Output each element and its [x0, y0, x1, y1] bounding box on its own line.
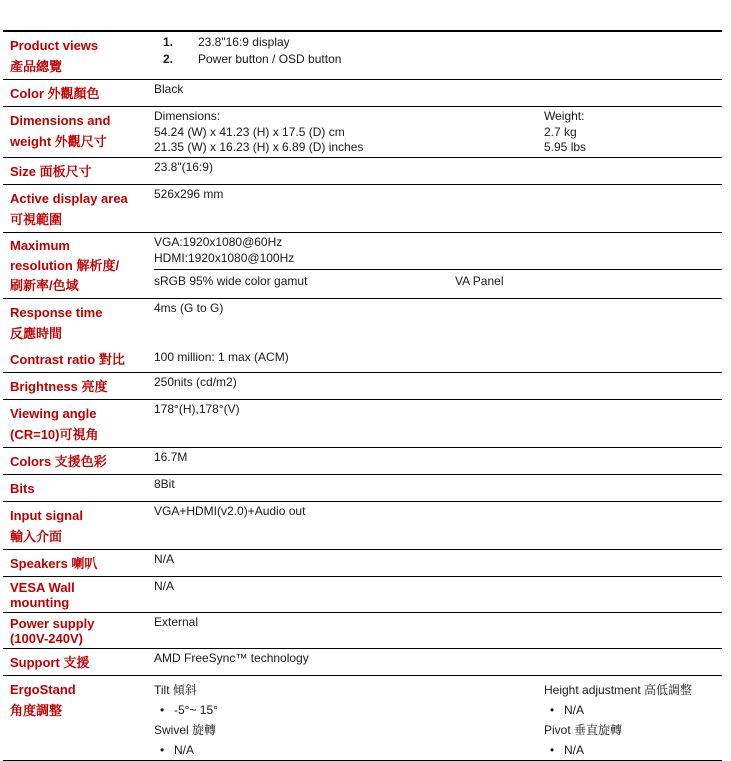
spec-table	[3, 30, 722, 761]
weight-heading: Weight:	[544, 109, 585, 123]
spec-row-speakers	[3, 550, 722, 577]
item-text: Power button / OSD button	[198, 52, 342, 66]
spec-row-ergostand	[3, 676, 722, 761]
pivot-value: • N/A	[544, 740, 722, 760]
label-line-en: Brightness 亮度	[10, 379, 108, 394]
spec-row-support	[3, 649, 722, 676]
row-label	[3, 299, 150, 346]
row-value: External	[154, 615, 199, 629]
label-line-en: (100V-240V)	[10, 631, 83, 646]
gamut-panel	[154, 270, 722, 290]
row-label	[3, 475, 150, 501]
spec-row-contrast-ratio	[3, 346, 722, 373]
color-gamut: sRGB 95% wide color gamut	[154, 274, 308, 288]
row-value: 16.7M	[154, 450, 188, 464]
weight-block	[544, 109, 722, 157]
row-value: 23.8"(16:9)	[154, 160, 213, 174]
item-text: 23.8"16:9 display	[198, 35, 290, 49]
tilt-value: • -5°~ 15°	[154, 700, 544, 720]
label-line-zh: 角度調整	[10, 703, 63, 718]
row-value	[150, 676, 722, 760]
row-value: 250nits (cd/m2)	[154, 375, 237, 389]
row-value: 8Bit	[154, 477, 175, 491]
label-line-en: Colors 支援色彩	[10, 454, 107, 469]
label-line-en: Viewing angle	[10, 406, 97, 421]
row-label	[3, 80, 150, 106]
row-label	[3, 676, 150, 760]
height-adjustment-title: Height adjustment 高低調整	[544, 683, 693, 697]
spec-row-colors	[3, 448, 722, 475]
spec-row-viewing-angle	[3, 400, 722, 448]
row-value: N/A	[154, 552, 175, 566]
hdmi-resolution: HDMI:1920x1080@100Hz	[154, 250, 295, 265]
spec-row-response-time	[3, 299, 722, 346]
label-line-en: Dimensions and	[10, 113, 111, 128]
label-line-zh: weight 外觀尺寸	[10, 134, 107, 149]
label-line-en: resolution 解析度/	[10, 258, 120, 273]
vga-resolution: VGA:1920x1080@60Hz	[154, 235, 283, 249]
row-label	[3, 502, 150, 549]
row-value	[150, 233, 722, 298]
height-adjustment-value: • N/A	[544, 700, 722, 720]
numbered-item	[154, 34, 722, 51]
panel-type: VA Panel	[455, 274, 504, 288]
row-label	[3, 649, 150, 675]
dimensions-heading: Dimensions:	[154, 109, 221, 123]
label-line-en: Speakers 喇叭	[10, 556, 98, 571]
tilt-title: Tilt 傾斜	[154, 683, 197, 697]
spec-row-vesa-wall-mounting	[3, 577, 722, 613]
numbered-item	[154, 51, 722, 68]
label-line-en: mounting	[10, 595, 70, 610]
row-label	[3, 550, 150, 576]
pivot-title: Pivot 垂直旋轉	[544, 723, 623, 737]
ergostand-left-block	[154, 680, 544, 760]
row-value	[150, 32, 722, 79]
label-line-en: Power supply	[10, 616, 95, 631]
spec-row-dimensions-weight	[3, 107, 722, 158]
row-value: Black	[154, 82, 184, 96]
label-line-en: Size 面板尺寸	[10, 164, 92, 179]
row-label	[3, 233, 150, 298]
bullet-icon: •	[550, 743, 555, 757]
bullet-icon: •	[160, 743, 165, 757]
label-line-zh: 反應時間	[10, 326, 63, 341]
row-label	[3, 373, 150, 399]
label-line-en: VESA Wall	[10, 580, 75, 595]
label-line-zh: (CR=10)可視角	[10, 427, 99, 442]
row-label	[3, 577, 150, 612]
row-label	[3, 32, 150, 79]
spec-row-product-views	[3, 32, 722, 80]
ergostand-right-block	[544, 680, 722, 760]
label-line-en: Contrast ratio 對比	[10, 352, 125, 367]
row-value: 4ms (G to G)	[154, 301, 224, 315]
label-line-zh: 產品總覽	[10, 59, 63, 74]
label-line-en: Active display area	[10, 191, 128, 206]
spec-row-power-supply	[3, 613, 722, 649]
row-label	[3, 185, 150, 232]
spec-row-active-display-area	[3, 185, 722, 233]
row-label	[3, 613, 150, 648]
row-label	[3, 158, 150, 184]
row-label	[3, 400, 150, 447]
swivel-value: • N/A	[154, 740, 544, 760]
spec-row-input-signal	[3, 502, 722, 550]
row-value: 100 million: 1 max (ACM)	[154, 350, 289, 364]
row-value: VGA+HDMI(v2.0)+Audio out	[154, 504, 306, 518]
row-value: AMD FreeSync™ technology	[154, 651, 309, 665]
item-number: 2.	[163, 52, 174, 66]
row-value: 526x296 mm	[154, 187, 224, 201]
dimensions-inches: 21.35 (W) x 16.23 (H) x 6.89 (D) inches	[154, 140, 364, 154]
spec-row-brightness	[3, 373, 722, 400]
item-number: 1.	[163, 35, 174, 49]
label-line-zh: 輸入介面	[10, 529, 63, 544]
weight-kg: 2.7 kg	[544, 124, 577, 139]
weight-lbs: 5.95 lbs	[544, 140, 587, 154]
spec-row-bits	[3, 475, 722, 502]
dimensions-block	[154, 109, 544, 157]
dimensions-cm: 54.24 (W) x 41.23 (H) x 17.5 (D) cm	[154, 124, 345, 139]
row-value	[150, 107, 722, 157]
label-line-zh: 可視範圍	[10, 212, 63, 227]
label-line-en: ErgoStand	[10, 682, 76, 697]
label-line-en: Support 支援	[10, 655, 90, 670]
label-line-en: Bits	[10, 481, 35, 496]
label-line-en: Maximum	[10, 238, 70, 253]
row-label	[3, 346, 150, 372]
resolution-modes	[154, 235, 722, 270]
spec-row-size	[3, 158, 722, 185]
bullet-icon: •	[550, 703, 555, 717]
row-value: N/A	[154, 579, 175, 593]
label-line-en: Input signal	[10, 508, 83, 523]
label-line-en: Product views	[10, 38, 99, 53]
bullet-icon: •	[160, 703, 165, 717]
row-label	[3, 448, 150, 474]
spec-row-max-resolution	[3, 233, 722, 299]
label-line-zh: 刷新率/色域	[10, 278, 79, 293]
label-line-en: Response time	[10, 305, 103, 320]
row-value: 178°(H),178°(V)	[154, 402, 240, 416]
label-line-en: Color 外觀顏色	[10, 86, 100, 101]
swivel-title: Swivel 旋轉	[154, 723, 217, 737]
row-label	[3, 107, 150, 157]
spec-row-color	[3, 80, 722, 107]
